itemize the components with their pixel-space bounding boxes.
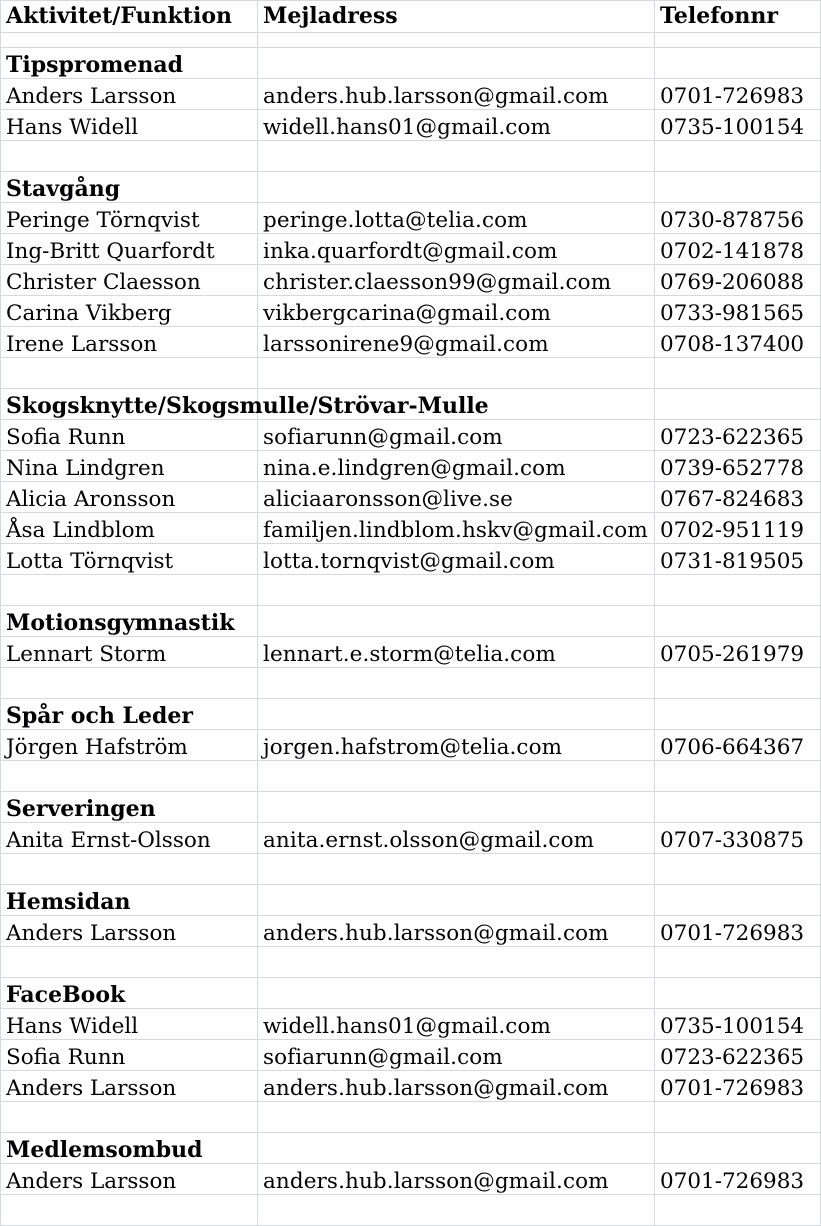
table-row — [1, 327, 821, 358]
person-email-cell — [258, 637, 655, 668]
header-phone-label: Telefonnr — [660, 2, 778, 29]
section-header-row — [1, 792, 821, 823]
person-name-cell — [1, 544, 258, 575]
person-phone-cell — [655, 1009, 821, 1040]
person-phone-cell — [655, 1164, 821, 1195]
person-phone-cell — [655, 823, 821, 854]
person-phone: 0733-981565 — [660, 300, 805, 326]
empty-cell — [1, 141, 258, 172]
empty-cell — [258, 668, 655, 699]
person-phone: 0735-100154 — [660, 114, 805, 140]
person-email-cell — [258, 1040, 655, 1071]
section-header-row — [1, 978, 821, 1009]
empty-cell — [1, 761, 258, 792]
person-name: Sofia Runn — [6, 1044, 126, 1070]
person-email-cell — [258, 420, 655, 451]
empty-cell — [1, 1195, 258, 1226]
table-row — [1, 482, 821, 513]
person-email-cell — [258, 265, 655, 296]
person-email: inka.quarfordt@gmail.com — [263, 238, 558, 264]
person-phone-cell — [655, 420, 821, 451]
section-title: Serveringen — [6, 796, 156, 822]
person-name: Åsa Lindblom — [6, 517, 155, 543]
section-title-cell — [1, 792, 258, 823]
person-phone: 0701-726983 — [660, 1075, 805, 1101]
spacer-row — [1, 761, 821, 792]
person-phone-cell — [655, 1071, 821, 1102]
person-phone: 0735-100154 — [660, 1013, 805, 1039]
person-email-cell — [258, 916, 655, 947]
table-row — [1, 544, 821, 575]
person-name: Hans Widell — [6, 1013, 139, 1039]
empty-cell — [655, 606, 821, 637]
person-email: familjen.lindblom.hskv@gmail.com — [263, 517, 648, 543]
person-email: nina.e.lindgren@gmail.com — [263, 455, 566, 481]
person-name-cell — [1, 420, 258, 451]
spacer-row — [1, 33, 821, 48]
table-row — [1, 513, 821, 544]
person-email-cell — [258, 451, 655, 482]
person-name-cell — [1, 1071, 258, 1102]
person-email: anders.hub.larsson@gmail.com — [263, 83, 609, 109]
spacer-row — [1, 854, 821, 885]
table-row — [1, 730, 821, 761]
person-phone-cell — [655, 637, 821, 668]
empty-cell — [655, 1133, 821, 1164]
spacer-row — [1, 141, 821, 172]
table-body — [1, 1, 821, 1226]
person-phone: 0739-652778 — [660, 455, 805, 481]
empty-cell — [258, 48, 655, 79]
person-email-cell — [258, 296, 655, 327]
header-cell-email — [258, 1, 655, 33]
empty-cell — [1, 575, 258, 606]
person-phone: 0701-726983 — [660, 1168, 805, 1194]
empty-cell — [258, 358, 655, 389]
empty-cell — [655, 141, 821, 172]
person-email: sofiarunn@gmail.com — [263, 424, 503, 450]
section-header-row — [1, 699, 821, 730]
empty-cell — [655, 761, 821, 792]
empty-cell — [655, 668, 821, 699]
person-name: Anders Larsson — [6, 1168, 177, 1194]
table-row — [1, 296, 821, 327]
section-header-row — [1, 389, 821, 420]
person-phone-cell — [655, 265, 821, 296]
section-title-cell — [1, 885, 258, 916]
person-email: anders.hub.larsson@gmail.com — [263, 920, 609, 946]
spacer-row — [1, 668, 821, 699]
empty-cell — [655, 854, 821, 885]
person-name: Lotta Törnqvist — [6, 548, 174, 574]
section-header-row — [1, 606, 821, 637]
person-name: Anders Larsson — [6, 1075, 177, 1101]
person-name: Lennart Storm — [6, 641, 167, 667]
empty-cell — [258, 978, 655, 1009]
person-name: Jörgen Hafström — [6, 734, 188, 760]
table-row — [1, 265, 821, 296]
person-email: lennart.e.storm@telia.com — [263, 641, 556, 667]
person-phone-cell — [655, 110, 821, 141]
spacer-row — [1, 575, 821, 606]
section-header-row — [1, 885, 821, 916]
person-email-cell — [258, 1009, 655, 1040]
section-title: Medlemsombud — [6, 1137, 203, 1163]
person-name-cell — [1, 637, 258, 668]
empty-cell — [655, 947, 821, 978]
section-title-cell — [1, 606, 258, 637]
section-title-cell — [1, 978, 258, 1009]
section-title: Hemsidan — [6, 889, 131, 915]
person-email: sofiarunn@gmail.com — [263, 1044, 503, 1070]
person-email-cell — [258, 1164, 655, 1195]
person-name: Ing-Britt Quarfordt — [6, 238, 215, 264]
person-name-cell — [1, 916, 258, 947]
person-email: widell.hans01@gmail.com — [263, 1013, 551, 1039]
section-title: Motionsgymnastik — [6, 610, 235, 636]
spacer-row — [1, 947, 821, 978]
person-name-cell — [1, 327, 258, 358]
person-name-cell — [1, 79, 258, 110]
empty-cell — [258, 1102, 655, 1133]
person-email: lotta.tornqvist@gmail.com — [263, 548, 555, 574]
person-name-cell — [1, 203, 258, 234]
empty-cell — [258, 885, 655, 916]
person-name: Alicia Aronsson — [6, 486, 176, 512]
table-row — [1, 637, 821, 668]
empty-cell — [655, 358, 821, 389]
table-row — [1, 451, 821, 482]
person-phone: 0706-664367 — [660, 734, 805, 760]
person-phone-cell — [655, 1040, 821, 1071]
empty-cell — [655, 885, 821, 916]
header-email-label: Mejladress — [263, 2, 398, 29]
person-name: Sofia Runn — [6, 424, 126, 450]
table-row — [1, 1009, 821, 1040]
table-row — [1, 79, 821, 110]
section-title-cell — [1, 1133, 258, 1164]
person-phone: 0702-951119 — [660, 517, 805, 543]
person-phone-cell — [655, 916, 821, 947]
person-phone: 0730-878756 — [660, 207, 805, 233]
person-email-cell — [258, 730, 655, 761]
section-header-row — [1, 48, 821, 79]
person-phone: 0702-141878 — [660, 238, 805, 264]
section-title: Tipspromenad — [6, 52, 184, 78]
person-email-cell — [258, 234, 655, 265]
empty-cell — [655, 792, 821, 823]
person-name: Carina Vikberg — [6, 300, 172, 326]
person-phone: 0731-819505 — [660, 548, 805, 574]
person-name: Peringe Törnqvist — [6, 207, 200, 233]
person-name-cell — [1, 1009, 258, 1040]
empty-cell — [258, 947, 655, 978]
table-row — [1, 916, 821, 947]
empty-cell — [258, 854, 655, 885]
person-phone-cell — [655, 482, 821, 513]
empty-cell — [655, 172, 821, 203]
person-name-cell — [1, 823, 258, 854]
person-name-cell — [1, 730, 258, 761]
empty-cell — [655, 1102, 821, 1133]
section-title: Stavgång — [6, 176, 121, 202]
person-name-cell — [1, 234, 258, 265]
person-email: christer.claesson99@gmail.com — [263, 269, 612, 295]
person-phone: 0767-824683 — [660, 486, 805, 512]
person-name-cell — [1, 1164, 258, 1195]
empty-cell — [1, 358, 258, 389]
person-phone-cell — [655, 730, 821, 761]
person-email-cell — [258, 513, 655, 544]
person-phone-cell — [655, 451, 821, 482]
section-title-cell — [1, 48, 258, 79]
person-name-cell — [1, 265, 258, 296]
empty-cell — [258, 792, 655, 823]
person-phone: 0705-261979 — [660, 641, 805, 667]
table-row — [1, 823, 821, 854]
person-name-cell — [1, 1040, 258, 1071]
empty-cell — [655, 389, 821, 420]
person-name-cell — [1, 296, 258, 327]
person-phone: 0708-137400 — [660, 331, 805, 357]
empty-cell — [258, 575, 655, 606]
section-title: Spår och Leder — [6, 703, 193, 729]
person-email: anders.hub.larsson@gmail.com — [263, 1075, 609, 1101]
empty-cell — [1, 1102, 258, 1133]
person-name-cell — [1, 110, 258, 141]
section-header-row — [1, 1133, 821, 1164]
header-activity-label: Aktivitet/Funktion — [6, 2, 232, 29]
table-row — [1, 234, 821, 265]
empty-cell — [258, 141, 655, 172]
section-title: Skogsknytte/Skogsmulle/Strövar-Mulle — [6, 393, 489, 419]
person-email-cell — [258, 79, 655, 110]
person-email-cell — [258, 110, 655, 141]
empty-cell — [258, 699, 655, 730]
empty-cell — [655, 33, 821, 48]
empty-cell — [655, 699, 821, 730]
section-title-cell — [1, 172, 258, 203]
person-email: anders.hub.larsson@gmail.com — [263, 1168, 609, 1194]
person-name-cell — [1, 482, 258, 513]
person-email: aliciaaronsson@live.se — [263, 486, 513, 512]
empty-cell — [258, 172, 655, 203]
person-phone: 0701-726983 — [660, 920, 805, 946]
person-phone-cell — [655, 296, 821, 327]
person-email: vikbergcarina@gmail.com — [263, 300, 551, 326]
section-header-row — [1, 172, 821, 203]
header-cell-activity — [1, 1, 258, 33]
empty-cell — [258, 761, 655, 792]
header-cell-phone — [655, 1, 821, 33]
empty-cell — [655, 575, 821, 606]
person-email-cell — [258, 1071, 655, 1102]
empty-cell — [1, 947, 258, 978]
person-phone: 0769-206088 — [660, 269, 805, 295]
table-row — [1, 1071, 821, 1102]
spacer-row — [1, 358, 821, 389]
table-row — [1, 110, 821, 141]
person-phone-cell — [655, 79, 821, 110]
person-phone-cell — [655, 513, 821, 544]
header-row — [1, 1, 821, 33]
table-row — [1, 1164, 821, 1195]
person-phone: 0701-726983 — [660, 83, 805, 109]
empty-cell — [655, 978, 821, 1009]
person-email: larssonirene9@gmail.com — [263, 331, 549, 357]
person-phone: 0723-622365 — [660, 1044, 805, 1070]
person-email-cell — [258, 544, 655, 575]
person-name-cell — [1, 451, 258, 482]
person-name: Irene Larsson — [6, 331, 158, 357]
person-email-cell — [258, 327, 655, 358]
person-email: peringe.lotta@telia.com — [263, 207, 528, 233]
person-name: Christer Claesson — [6, 269, 201, 295]
person-name: Anita Ernst-Olsson — [6, 827, 211, 853]
person-email: jorgen.hafstrom@telia.com — [263, 734, 563, 760]
person-name: Nina Lindgren — [6, 455, 165, 481]
person-phone-cell — [655, 234, 821, 265]
empty-cell — [258, 1133, 655, 1164]
person-phone: 0723-622365 — [660, 424, 805, 450]
section-title-cell — [1, 389, 489, 420]
empty-cell — [1, 668, 258, 699]
person-phone-cell — [655, 327, 821, 358]
section-title-cell — [1, 699, 258, 730]
spacer-row — [1, 1195, 821, 1226]
empty-cell — [258, 606, 655, 637]
empty-cell — [655, 1195, 821, 1226]
empty-cell — [1, 854, 258, 885]
person-email: anita.ernst.olsson@gmail.com — [263, 827, 595, 853]
person-name: Anders Larsson — [6, 83, 177, 109]
person-email-cell — [258, 482, 655, 513]
table-row — [1, 420, 821, 451]
table-row — [1, 1040, 821, 1071]
person-name: Anders Larsson — [6, 920, 177, 946]
empty-cell — [1, 33, 258, 48]
person-email-cell — [258, 203, 655, 234]
person-name: Hans Widell — [6, 114, 139, 140]
table-row — [1, 203, 821, 234]
spacer-row — [1, 1102, 821, 1133]
person-name-cell — [1, 513, 258, 544]
empty-cell — [258, 33, 655, 48]
person-email: widell.hans01@gmail.com — [263, 114, 551, 140]
empty-cell — [258, 1195, 655, 1226]
person-email-cell — [258, 823, 655, 854]
person-phone-cell — [655, 203, 821, 234]
person-phone-cell — [655, 544, 821, 575]
empty-cell — [655, 48, 821, 79]
section-title: FaceBook — [6, 982, 126, 1008]
person-phone: 0707-330875 — [660, 827, 805, 853]
